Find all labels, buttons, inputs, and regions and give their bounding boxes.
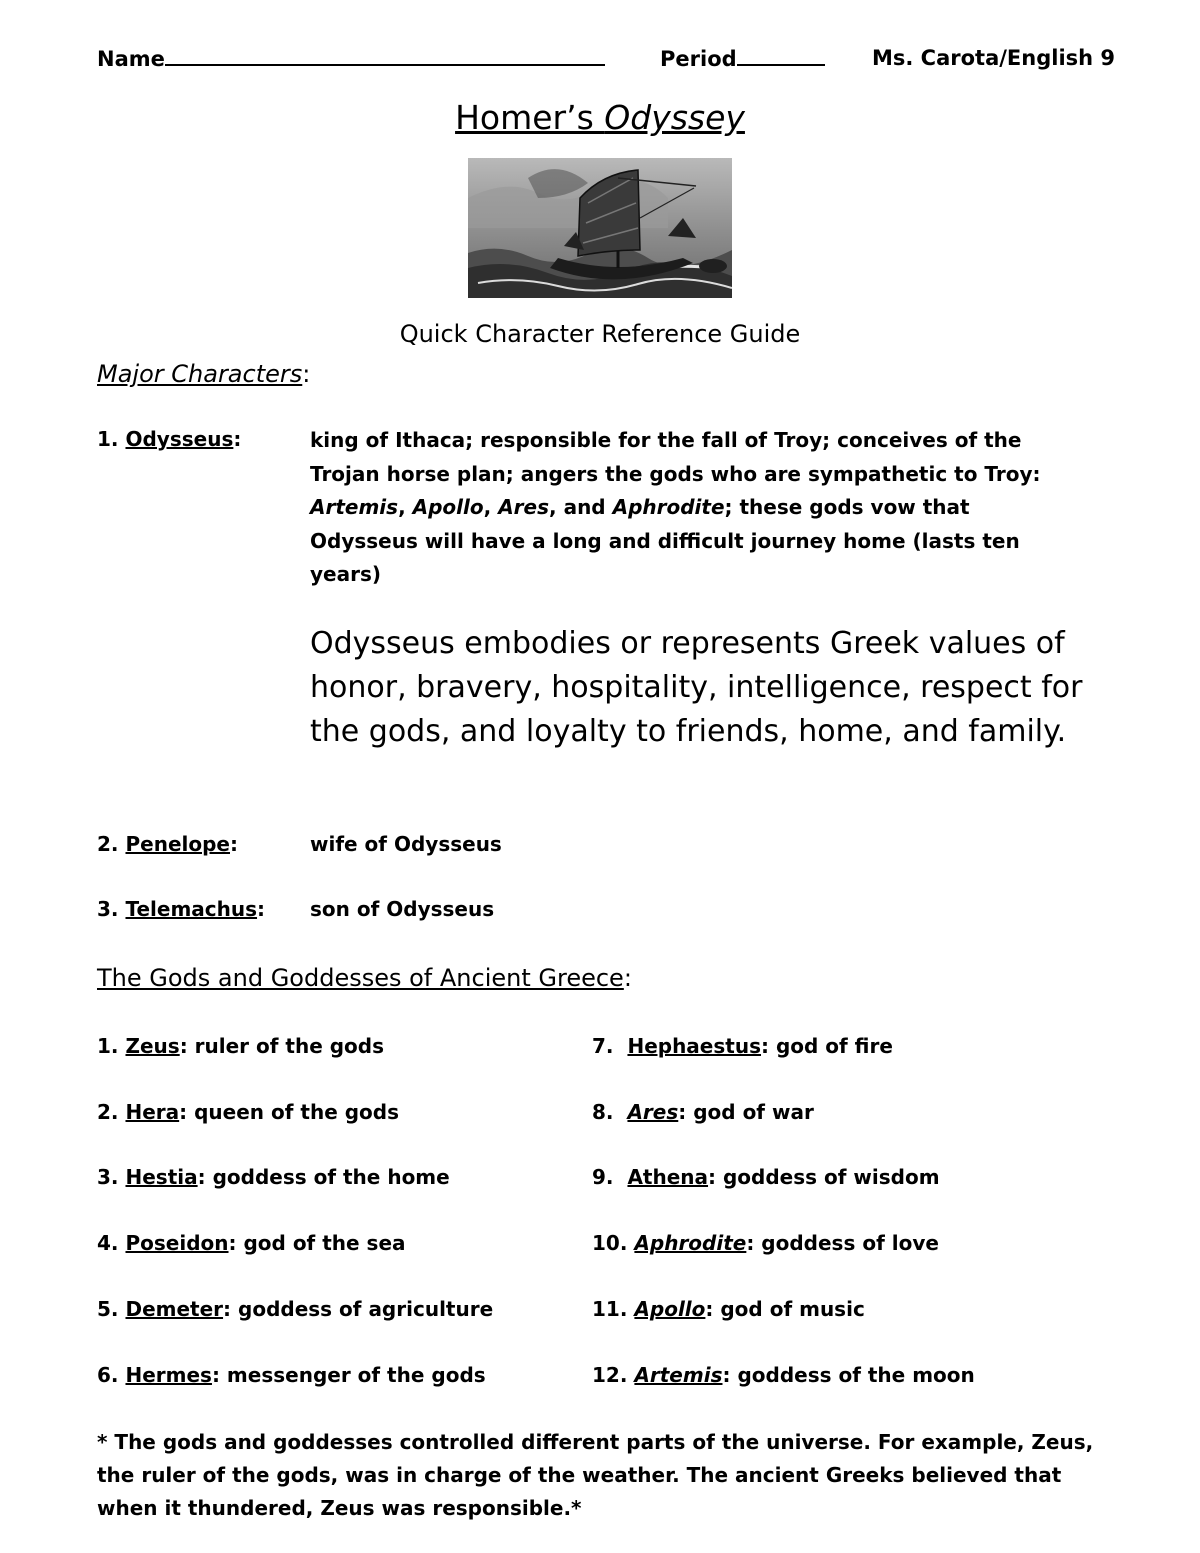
period-field[interactable] xyxy=(660,46,825,71)
odysseus-label: 1. Odysseus: xyxy=(97,427,242,451)
god-list-item: 2. Hera: queen of the gods xyxy=(97,1100,400,1124)
name-label: Name xyxy=(97,47,165,71)
god-name: Artemis xyxy=(634,1363,723,1387)
god-name: Ares xyxy=(627,1100,679,1124)
god-list-item: 9. Athena: goddess of wisdom xyxy=(592,1165,940,1189)
god-list-item: 10. Aphrodite: goddess of love xyxy=(592,1231,939,1255)
god-name: Hestia xyxy=(125,1165,198,1189)
gods-heading: The Gods and Goddesses of Ancient Greece: xyxy=(97,964,632,992)
telemachus-label: 3. Telemachus: xyxy=(97,897,266,921)
god-name: Hermes xyxy=(125,1363,212,1387)
god-list-item: 7. Hephaestus: god of fire xyxy=(592,1034,893,1058)
ship-illustration xyxy=(468,158,732,298)
name-field[interactable] xyxy=(97,46,605,71)
god-name: Aphrodite xyxy=(634,1231,747,1255)
god-list-item: 3. Hestia: goddess of the home xyxy=(97,1165,450,1189)
teacher-label: Ms. Carota/English 9 xyxy=(872,46,1116,70)
god-list-item: 5. Demeter: goddess of agriculture xyxy=(97,1297,494,1321)
penelope-label: 2. Penelope: xyxy=(97,832,238,856)
title-prefix: Homer’s xyxy=(455,98,605,137)
god-name: Hera xyxy=(125,1100,180,1124)
god-list-item: 12. Artemis: goddess of the moon xyxy=(592,1363,975,1387)
odysseus-values: Odysseus embodies or represents Greek values of honor, bravery, hospitality, intelligence, respect for the gods, and loyalty to friends, home, and family. xyxy=(310,626,1083,749)
god-name: Demeter xyxy=(125,1297,224,1321)
name-blank[interactable] xyxy=(165,46,605,66)
god-name: Zeus xyxy=(125,1034,180,1058)
god-name: Apollo xyxy=(634,1297,706,1321)
god-name: Athena xyxy=(627,1165,709,1189)
odysseus-name: Odysseus xyxy=(125,427,234,451)
god-name: Poseidon xyxy=(125,1231,229,1255)
telemachus-name: Telemachus xyxy=(125,897,258,921)
god-list-item: 11. Apollo: god of music xyxy=(592,1297,865,1321)
guide-subtitle: Quick Character Reference Guide xyxy=(399,320,801,348)
penelope-description: wife of Odysseus xyxy=(310,832,502,856)
god-list-item: 8. Ares: god of war xyxy=(592,1100,814,1124)
telemachus-description: son of Odysseus xyxy=(310,897,495,921)
period-label: Period xyxy=(660,47,737,71)
gods-footnote: * The gods and goddesses controlled different parts of the universe. For example, Zeus, the ruler of the gods, was in charge of the weather. The ancient Greeks believed that when it thundered, Zeus was responsible.* xyxy=(97,1430,1094,1520)
god-list-item: 1. Zeus: ruler of the gods xyxy=(97,1034,385,1058)
gods-heading-text: The Gods and Goddesses of Ancient Greece xyxy=(97,964,624,992)
odysseus-description: king of Ithaca; responsible for the fall of Troy; conceives of the Trojan horse plan; angers the gods who are sympathetic to Troy: Artemis, Apollo, Ares, and Aphrodite; these gods vow that Odysseus will have a long and difficult journey home (lasts ten years) xyxy=(310,428,1041,586)
god-list-item: 4. Poseidon: god of the sea xyxy=(97,1231,406,1255)
god-name: Hephaestus xyxy=(627,1034,761,1058)
major-heading-text: Major Characters xyxy=(97,360,303,388)
page-title xyxy=(0,98,1200,137)
title-work: Odyssey xyxy=(604,98,745,137)
penelope-name: Penelope xyxy=(125,832,230,856)
major-characters-heading: Major Characters: xyxy=(97,360,311,388)
period-blank[interactable] xyxy=(737,46,825,66)
god-list-item: 6. Hermes: messenger of the gods xyxy=(97,1363,486,1387)
